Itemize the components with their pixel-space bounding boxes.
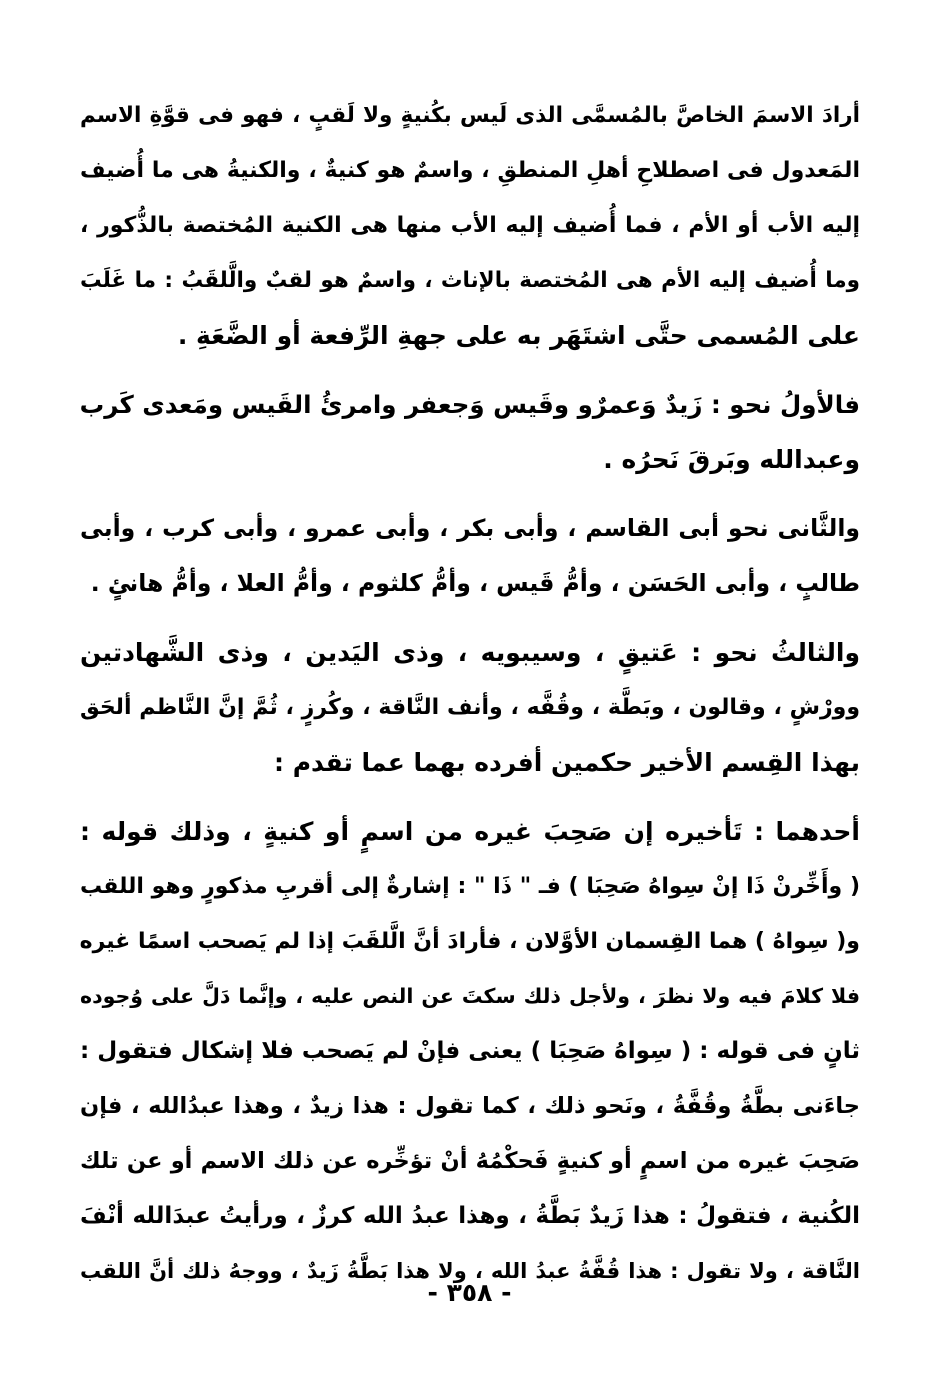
text-line: صَحِبَ غيره من اسمٍ أو كنيةٍ فَحكْمُهُ أنْ تؤخِّره عن ذلك الاسم أو عن تلك bbox=[80, 1148, 860, 1174]
text-line: فالأولُ نحو : زَيدٌ وَعمرٌو وقَيس وَجعفر وامرئُ القَيس ومَعدى كَرب bbox=[80, 390, 860, 419]
paragraph-first-examples bbox=[80, 377, 860, 487]
text-line: ثانٍ فى قوله : ( سِواهُ صَحِبَا ) يعنى فإنْ لم يَصحب فلا إشكال فتقول : bbox=[80, 1038, 860, 1064]
text-line: إليه الأب أو الأم ، فما أُضيف إليه الأب منها هى الكنية المُختصة بالذُّكور ، bbox=[80, 213, 860, 238]
text-line: والثَّانى نحو أبى القاسم ، وأبى بكر ، وأبى عمرو ، وأبى كرب ، وأبى bbox=[80, 514, 860, 542]
text-line: المَعدول فى اصطلاحِ أهلِ المنطقِ ، واسمٌ هو كنيةٌ ، والكنيةُ هى ما أُضيف bbox=[80, 158, 860, 183]
page-body bbox=[80, 88, 860, 1313]
text-line: الكُنية ، فتقولُ : هذا زَيدٌ بَطَّةُ ، وهذا عبدُ الله كرزٌ ، ورأيتُ عبدَالله أنْفَ bbox=[80, 1203, 860, 1229]
text-line: و( سِواهُ ) هما القِسمان الأوَّلان ، فأرادَ أنَّ الَّلقَبَ إذا لم يَصحب اسمًا غيره bbox=[80, 929, 860, 954]
text-line: جاءَنى بطَّةُ وقُفَّةُ ، ونَحو ذلك ، كما تقول : هذا زيدٌ ، وهذا عبدُالله ، فإن bbox=[80, 1093, 860, 1119]
text-line: بهذا القِسم الأخير حكمين أفرده بهما عما تقدم : bbox=[274, 748, 860, 777]
text-line: والثالثُ نحو : عَتيقٍ ، وسيبويه ، وذى اليَدين ، وذى الشَّهادتين bbox=[80, 638, 860, 667]
text-line: وورْشٍ ، وقالون ، وبَطَّة ، وقُفَّه ، وأنف النَّاقة ، وكُرزٍ ، ثُمَّ إنَّ النَّاظم ألحَق bbox=[80, 695, 860, 720]
paragraph-intro bbox=[80, 88, 860, 363]
text-line: طالبٍ ، وأبى الحَسَن ، وأمُّ قَيس ، وأمُّ كلثوم ، وأمُّ العلا ، وأمُّ هانئٍ . bbox=[90, 569, 860, 597]
text-line: على المُسمى حتَّى اشتَهَر به على جهةِ الرِّفعة أو الضَّعَةِ . bbox=[177, 321, 860, 350]
paragraph-second-examples bbox=[80, 501, 860, 611]
page-number: - ٣٥٨ - bbox=[427, 1278, 512, 1307]
text-line: وعبدالله وبَرقَ نَحرُه . bbox=[603, 445, 860, 474]
text-line: فلا كلامَ فيه ولا نظرَ ، ولأجل ذلك سكتَ عن النص عليه ، وإنَّما دَلَّ على وُجوده bbox=[80, 984, 860, 1008]
text-line: أرادَ الاسمَ الخاصَّ بالمُسمَّى الذى لَيس بكُنيةٍ ولا لَقبٍ ، فهو فى قوَّةِ الاسم bbox=[80, 103, 860, 128]
text-line: أحدهما : تَأخيره إن صَحِبَ غيره من اسمٍ أو كنيةٍ ، وذلك قوله : bbox=[80, 817, 860, 846]
text-line: وما أُضيف إليه الأم هى المُختصة بالإناث ، واسمٌ هو لقبٌ والَّلقَبُ : ما غَلَبَ bbox=[80, 268, 860, 293]
paragraph-first-ruling bbox=[80, 804, 860, 1299]
paragraph-third-examples bbox=[80, 625, 860, 790]
text-line: النَّاقة ، ولا تقول : هذا قُفَّةُ عبدُ الله ، ولا هذا بَطَّةُ زَيدٌ ، ووجهُ ذلك أنَّ اللقب bbox=[80, 1259, 860, 1283]
text-line: ( وأَخِّرنْ ذَا إنْ سِواهُ صَحِبَا ) فـ " ذَا " : إشارةٌ إلى أقربِ مذكورٍ وهو اللقب bbox=[80, 874, 860, 899]
